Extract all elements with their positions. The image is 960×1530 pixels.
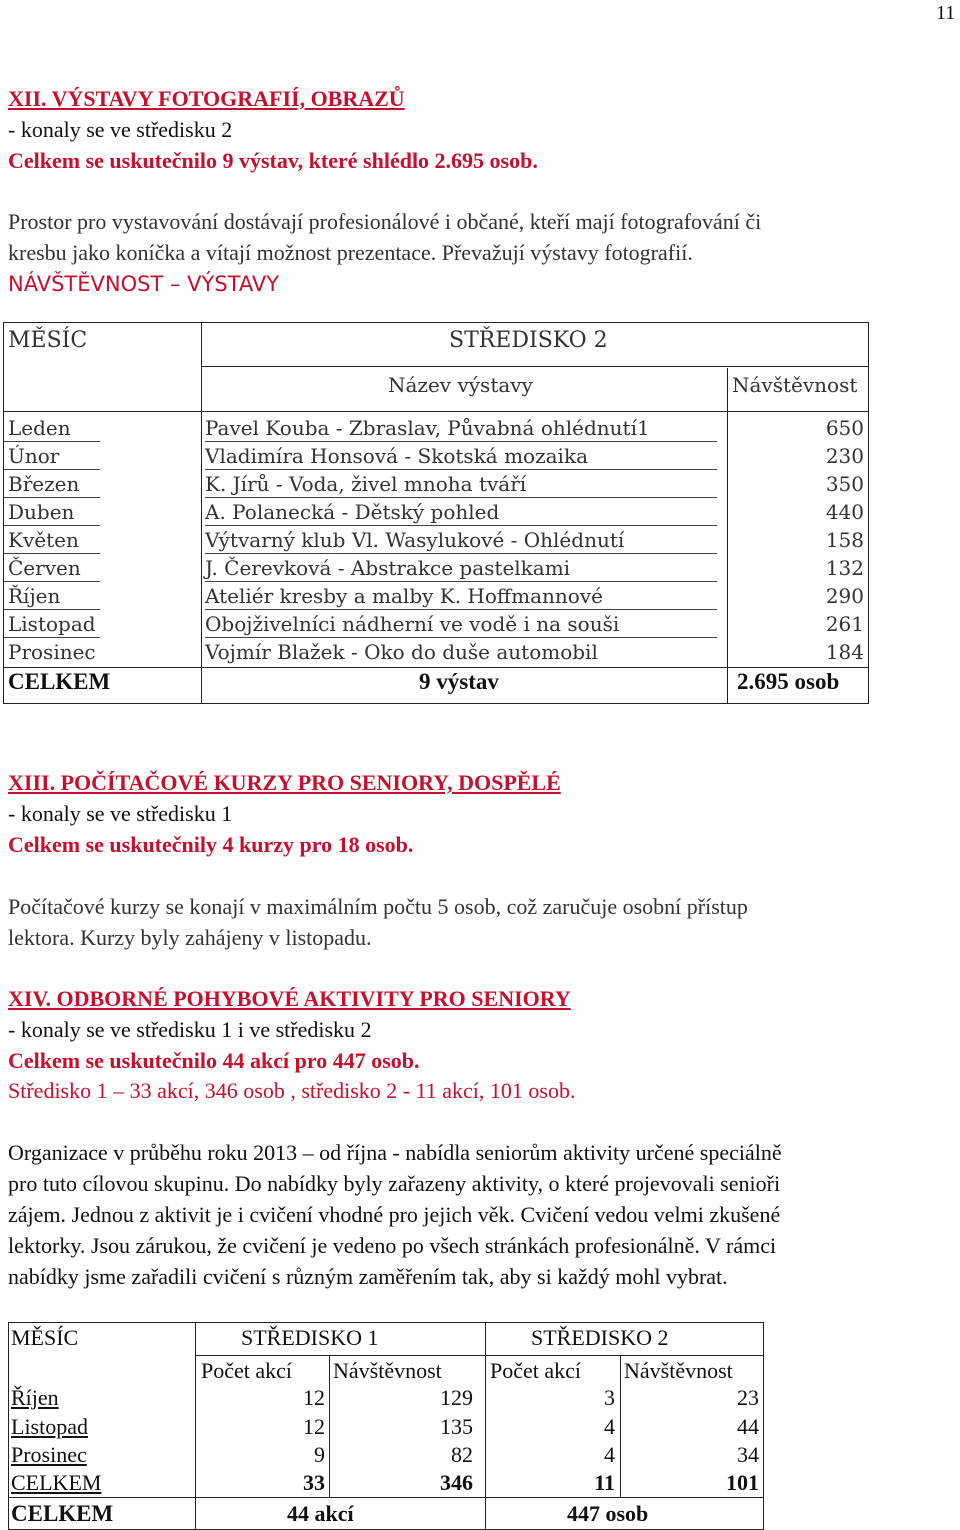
row-count-2: 4: [604, 1442, 615, 1467]
row-month: CELKEM: [11, 1470, 102, 1495]
section-xiii-paragraph-line1: Počítačové kurzy se konají v maximálním počtu 5 osob, což zaručuje osobní přístup: [8, 894, 748, 919]
row-exhibition: J. Čerevková - Abstrakce pastelkami: [205, 556, 571, 580]
row-month: Říjen: [11, 1385, 59, 1410]
section-xiii-location: - konaly se ve středisku 1: [8, 801, 233, 826]
row-visits: 230: [825, 444, 864, 468]
row-exhibition: Obojživelníci nádherní ve vodě i na souši: [205, 612, 620, 636]
section-xiv-paragraph-line4: lektorky. Jsou zárukou, že cvičení je vedeno po všech stránkách profesionálně. V rámci: [8, 1233, 777, 1258]
row-visits: 290: [825, 584, 864, 608]
row-exhibition: Výtvarný klub Vl. Wasylukové - Ohlédnutí: [205, 528, 625, 552]
section-xiv-paragraph-line2: pro tuto cílovou skupinu. Do nabídky byly zařazeny aktivity, o které projevovali senioři: [8, 1171, 781, 1196]
header-center: STŘEDISKO 2: [449, 328, 608, 353]
row-exhibition: Vladimíra Honsová - Skotská mozaika: [205, 444, 588, 468]
row-visits: 184: [825, 640, 864, 664]
row-count-1: 12: [303, 1414, 325, 1439]
row-visits: 261: [825, 612, 864, 636]
row-month: Prosinec: [11, 1442, 87, 1467]
row-visits-2: 34: [737, 1442, 759, 1467]
row-visits: 158: [825, 528, 864, 552]
header-visits-1: Návštěvnost: [333, 1358, 442, 1383]
row-exhibition: Ateliér kresby a malby K. Hoffmannové: [205, 584, 603, 608]
header-exhibition-name: Název výstavy: [388, 373, 533, 397]
grand-total-label: CELKEM: [11, 1501, 114, 1526]
row-visits-2: 44: [737, 1414, 759, 1439]
row-visits-1: 82: [451, 1442, 473, 1467]
section-xiv-paragraph-line3: zájem. Jednou z aktivit je i cvičení vhodné pro jejich věk. Cvičení vedou velmi zkušené: [8, 1202, 781, 1227]
row-count-2: 4: [604, 1414, 615, 1439]
row-month: Prosinec: [8, 640, 96, 664]
activities-table: [8, 1322, 764, 1530]
header-visits: Návštěvnost: [732, 373, 858, 397]
section-xiii-paragraph-line2: lektora. Kurzy byly zahájeny v listopadu.: [8, 925, 372, 950]
row-count-1: 33: [303, 1470, 325, 1495]
row-visits: 650: [825, 416, 864, 440]
row-exhibition: A. Polanecká - Dětský pohled: [205, 500, 500, 524]
section-xii-paragraph-line2: kresbu jako koníčka a vítají možnost prezentace. Převažují výstavy fotografií.: [8, 240, 693, 265]
grand-total-center-1: 44 akcí: [287, 1501, 354, 1526]
row-exhibition: Vojmír Blažek - Oko do duše automobil: [205, 640, 598, 664]
row-month: Duben: [8, 500, 75, 524]
section-xii-summary: Celkem se uskutečnilo 9 výstav, které shlédlo 2.695 osob.: [8, 148, 538, 173]
row-month: Říjen: [8, 584, 61, 608]
header-center-2: STŘEDISKO 2: [531, 1325, 669, 1350]
row-count-1: 12: [303, 1385, 325, 1410]
section-xiv-heading: XIV. ODBORNÉ POHYBOVÉ AKTIVITY PRO SENIORY: [8, 986, 571, 1011]
row-month: Květen: [8, 528, 79, 552]
section-xiii-summary: Celkem se uskutečnily 4 kurzy pro 18 osob.: [8, 832, 414, 857]
row-visits: 132: [825, 556, 864, 580]
section-xiv-breakdown: Středisko 1 – 33 akcí, 346 osob , středisko 2 - 11 akcí, 101 osob.: [8, 1078, 576, 1103]
section-xiii-heading: XIII. POČÍTAČOVÉ KURZY PRO SENIORY, DOSPĚLÉ: [8, 770, 561, 795]
row-month: Březen: [8, 472, 80, 496]
section-xii-paragraph-line1: Prostor pro vystavování dostávají profesionálové i občané, kteří mají fotografování či: [8, 209, 762, 234]
row-visits: 440: [825, 500, 864, 524]
row-month: Listopad: [11, 1414, 88, 1439]
section-xiv-paragraph-line1: Organizace v průběhu roku 2013 – od října - nabídla seniorům aktivity určené speciálně: [8, 1140, 782, 1165]
grand-total-center-2: 447 osob: [567, 1501, 649, 1526]
page-number: 11: [936, 2, 956, 24]
section-xii-location: - konaly se ve středisku 2: [8, 117, 233, 142]
header-count-1: Počet akcí: [201, 1358, 293, 1383]
row-visits-1: 129: [440, 1385, 473, 1410]
header-count-2: Počet akcí: [490, 1358, 582, 1383]
row-count-2: 3: [604, 1385, 615, 1410]
row-month: Leden: [8, 416, 71, 440]
section-xiv-paragraph-line5: nabídky jsme zařadili cvičení s různým zaměřením tak, aby si každý mohl vybrat.: [8, 1264, 728, 1289]
section-xiv-summary: Celkem se uskutečnilo 44 akcí pro 447 osob.: [8, 1048, 420, 1073]
row-exhibition: Pavel Kouba - Zbraslav, Půvabná ohlédnutí1: [205, 416, 650, 440]
row-visits: 350: [825, 472, 864, 496]
row-count-2: 11: [594, 1470, 615, 1495]
section-xii-subheading: NÁVŠTĚVNOST – VÝSTAVY: [8, 272, 280, 296]
row-month: Listopad: [8, 612, 96, 636]
total-visits: 2.695 osob: [737, 669, 840, 694]
header-visits-2: Návštěvnost: [624, 1358, 733, 1383]
header-month: MĚSÍC: [8, 328, 88, 353]
section-xii-heading: XII. VÝSTAVY FOTOGRAFIÍ, OBRAZŮ: [8, 86, 405, 111]
row-visits-1: 346: [440, 1470, 473, 1495]
row-visits-1: 135: [440, 1414, 473, 1439]
exhibitions-table: [3, 322, 869, 704]
header-center-1: STŘEDISKO 1: [241, 1325, 379, 1350]
row-count-1: 9: [314, 1442, 325, 1467]
row-month: Červen: [8, 556, 81, 580]
row-exhibition: K. Jírů - Voda, živel mnoha tváří: [205, 472, 527, 496]
row-visits-2: 101: [726, 1470, 759, 1495]
header-month: MĚSÍC: [11, 1325, 79, 1350]
section-xiv-location: - konaly se ve středisku 1 i ve středisku 2: [8, 1017, 372, 1042]
total-label: CELKEM: [8, 669, 111, 694]
total-exhibitions: 9 výstav: [419, 669, 499, 694]
row-visits-2: 23: [737, 1385, 759, 1410]
row-month: Únor: [8, 444, 60, 468]
